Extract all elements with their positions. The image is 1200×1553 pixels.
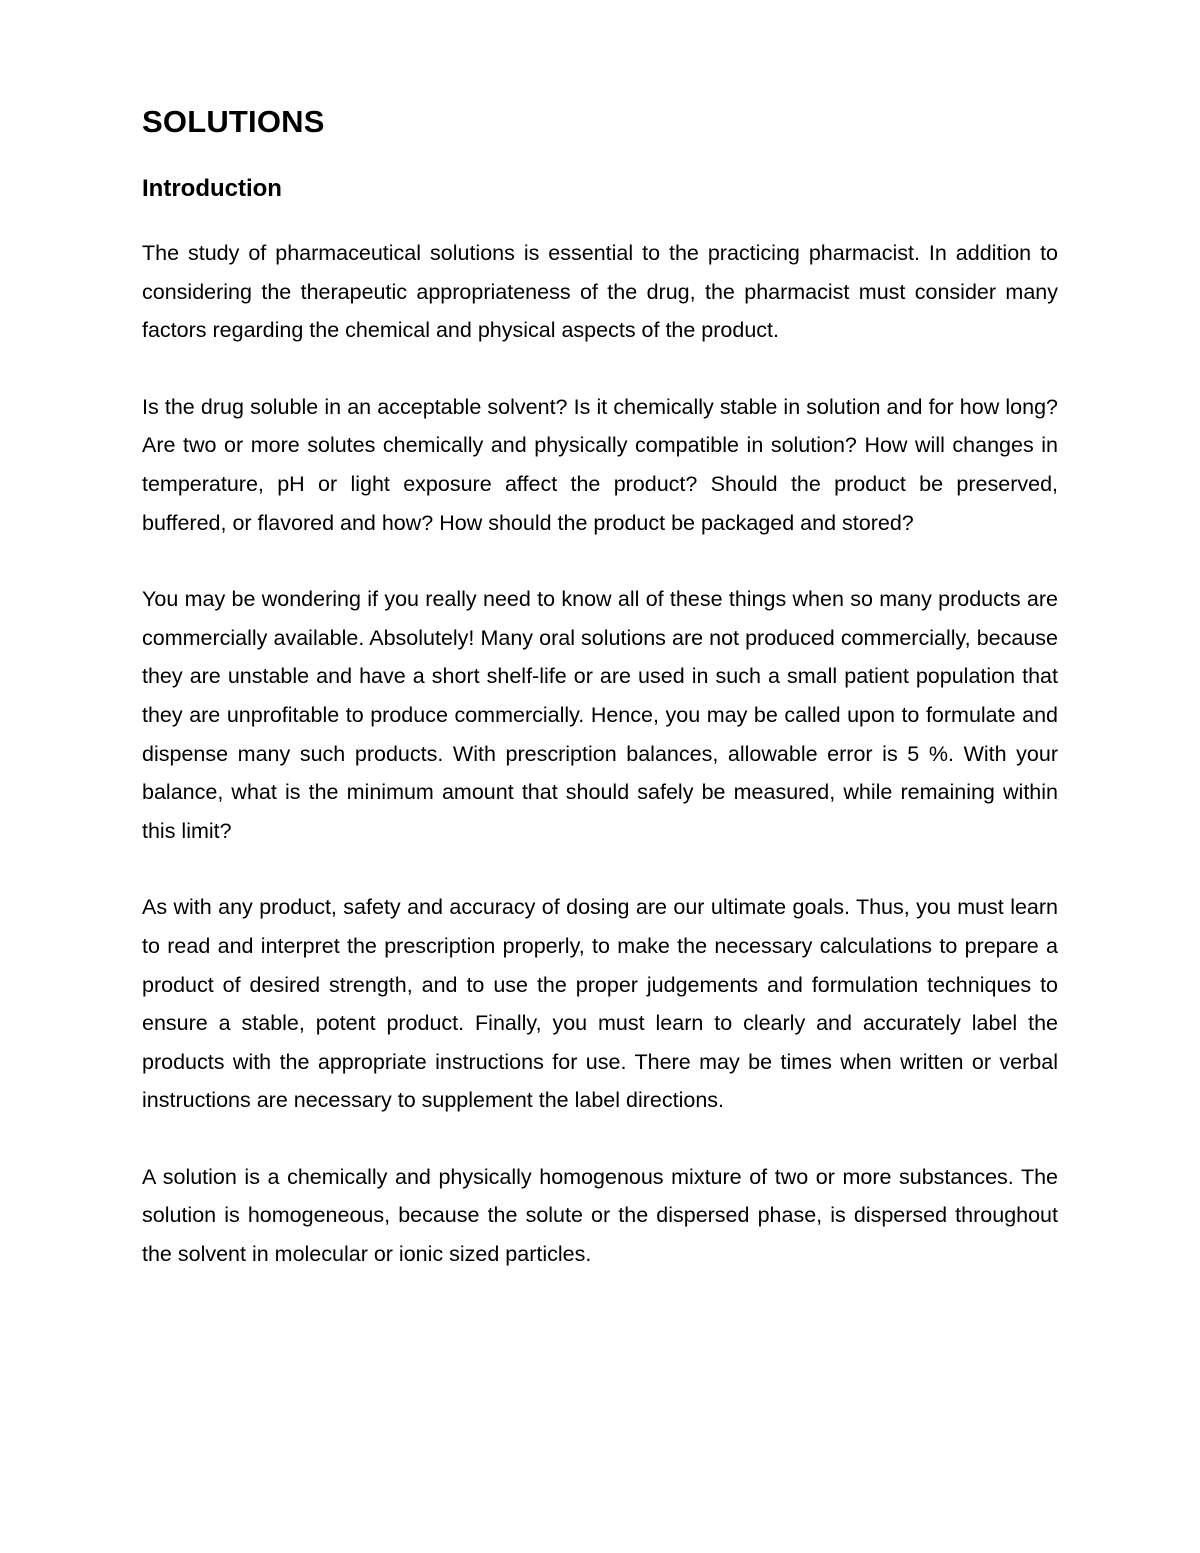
paragraph: As with any product, safety and accuracy of dosing are our ultimate goals. Thus, you must learn to read and interpret the prescription properly, to make the necessary calculations to prepare a product of desired strength, and to use the proper judgements and formulation techniques to ensure a stable, potent product. Finally, you must learn to clearly and accurately label the products with the appropriate instructions for use. There may be times when written or verbal instructions are necessary to supplement the label directions. xyxy=(142,895,1058,1113)
paragraph: Is the drug soluble in an acceptable solvent? Is it chemically stable in solution and for how long? Are two or more solutes chemically and physically compatible in solution? How will changes in temperature, pH or light exposure affect the product? Should the product be preserved, buffered, or flavored and how? How should the product be packaged and stored? xyxy=(142,394,1058,535)
paragraph: A solution is a chemically and physically homogenous mixture of two or more substances. The solution is homogeneous, because the solute or the dispersed phase, is dispersed throughout the solvent in molecular or ionic sized particles. xyxy=(142,1164,1058,1267)
paragraph: You may be wondering if you really need to know all of these things when so many products are commercially available. Absolutely! Many oral solutions are not produced commercially, because they are unstable and have a short shelf-life or are used in such a small patient population that they are unprofitable to produce commercially. Hence, you may be called upon to formulate and dispense many such products. With prescription balances, allowable error is 5 %. With your balance, what is the minimum amount that should safely be measured, while remaining within this limit? xyxy=(142,587,1058,843)
section-heading: Introduction xyxy=(142,175,282,202)
page-title: SOLUTIONS xyxy=(142,104,325,139)
document-body xyxy=(142,100,1058,1274)
paragraph: The study of pharmaceutical solutions is essential to the practicing pharmacist. In addition to considering the therapeutic appropriateness of the drug, the pharmacist must consider many factors regarding the chemical and physical aspects of the product. xyxy=(142,241,1058,343)
